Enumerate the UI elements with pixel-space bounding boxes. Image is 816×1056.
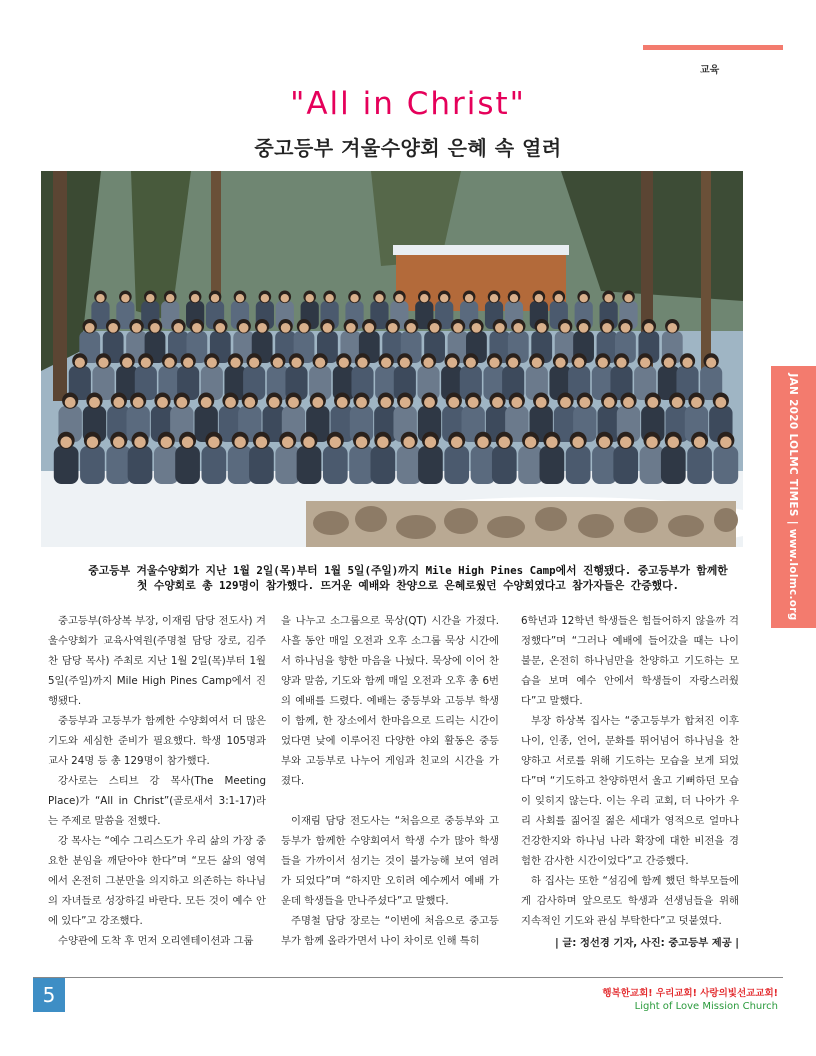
article-title-en: "All in Christ": [290, 86, 526, 122]
header-accent-bar: [643, 45, 783, 50]
section-label: 교육: [700, 65, 720, 76]
paragraph: 6학년과 12학년 학생들은 힘들어하지 않을까 걱정했다”며 “그러나 예배에 들어갔을 때는 나이 불문, 온전히 하나님만을 찬양하고 기도하는 모습을 보며 예수 안에서 학생들이 자랑스러웠다”고 말했다.: [521, 615, 739, 707]
paragraph: 하 집사는 또한 “섬김에 함께 했던 학부모들에게 감사하며 앞으로도 학생과 선생님들을 위해 지속적인 기도와 관심 부탁한다”고 덧붙였다.: [521, 875, 739, 927]
group-photo-icon: [41, 171, 743, 547]
caption-line-2: 첫 수양회로 총 129명이 참가했다. 뜨거운 예배와 찬양으로 은혜로웠던 수양회였다고 참가자들은 간증했다.: [136, 578, 680, 592]
article-column-1: [48, 611, 266, 951]
paragraph: 강 목사는 “예수 그리스도가 우리 삶의 가장 중요한 분임을 깨닫아야 한다”며 “모든 삶의 영역에서 온전히 그분만을 의지하고 의존하는 하나님의 자녀들로 성장하길 바란다. 모든 것이 예수 안에 있다”고 강조했다.: [48, 835, 266, 927]
article-column-3: [521, 611, 739, 953]
article-column-2: [281, 611, 499, 951]
caption-line-1: 중고등부 겨울수양회가 지난 1월 2일(목)부터 1월 5일(주일)까지 Mile High Pines Camp에서 진행됐다. 중고등부가 함께한: [88, 564, 728, 577]
footer-church-name: Light of Love Mission Church: [634, 1001, 778, 1012]
photo-caption: [48, 564, 768, 593]
side-tab-text: JAN 2020 LOLMC TIMES | www.lolmc.org: [787, 373, 799, 621]
footer-slogan: 행복한교회! 우리교회! 사랑의빛선교교회!: [602, 988, 778, 999]
paragraph: 을 나누고 소그룹으로 묵상(QT) 시간을 가졌다. 사흘 동안 매일 오전과 오후 소그룹 묵상 시간에서 하나님을 향한 마음을 나눴다. 묵상에 이어 찬양과 말씀, 기도와 함께 매일 오전과 오후 총 6번의 예배를 드렸다. 예배는 중등부와 고등부 학생이 함께, 한 장소에서 한마음으로 드리는 시간이었다면 낮에 이루어진 다양한 야외 활동은 중등부와 고등부로 나누어 게임과 친교의 시간을 가졌다.: [281, 615, 499, 787]
footer-divider: [33, 977, 783, 978]
byline-credit: | 글: 정선경 기자, 사진: 중고등부 제공 |: [554, 937, 739, 949]
paragraph: 강사로는 스티브 강 목사(The Meeting Place)가 “All in Christ”(골로새서 3:1-17)라는 주제로 말씀을 전했다.: [48, 775, 266, 827]
paragraph: 중고등부(하상복 부장, 이재림 담당 전도사) 겨울수양회가 교육사역원(주명철 담당 장로, 김주찬 담당 목사) 주최로 지난 1월 2일(목)부터 1월 5일(주일)까지 Mile High Pines Camp에서 진행됐다.: [48, 615, 266, 707]
paragraph: 주명철 담당 장로는 “이번에 처음으로 중고등부가 함께 올라가면서 나이 차이로 인해 특히: [281, 915, 499, 947]
paragraph: 수양관에 도착 후 먼저 오리엔테이션과 그룹: [58, 935, 254, 947]
paragraph: 부장 하상복 집사는 “중고등부가 합쳐진 이후 나이, 인종, 언어, 문화를 뛰어넘어 하나님을 찬양하고 서로를 위해 기도하는 모습을 보게 되었다”며 “기도하고 찬양하면서 울고 기뻐하던 모습이 잊히지 않는다. 이는 우리 교회, 더 나아가 우리 사회를 짊어질 젊은 세대가 영적으로 얼마나 건강한지와 하나님 나라 확장에 대한 비전을 경험한 감사한 시간이었다”고 간증했다.: [521, 715, 739, 867]
group-photo: [41, 171, 743, 547]
paragraph: 이재림 담당 전도사는 “처음으로 중등부와 고등부가 함께한 수양회여서 학생 수가 많아 학생들을 가까이서 섬기는 것이 불가능해 보여 염려가 되었다”며 “하지만 오히려 예수께서 예배 가운데 학생들을 만나주셨다”고 말했다.: [281, 815, 499, 907]
page-number: 5: [33, 978, 65, 1012]
side-tab: [771, 366, 816, 628]
article-subtitle-ko: 중고등부 겨울수양회 은혜 속 열려: [254, 136, 562, 160]
paragraph: 중등부과 고등부가 함께한 수양회여서 더 많은 기도와 세심한 준비가 필요했다. 학생 105명과 교사 24명 등 총 129명이 참가했다.: [48, 715, 266, 767]
